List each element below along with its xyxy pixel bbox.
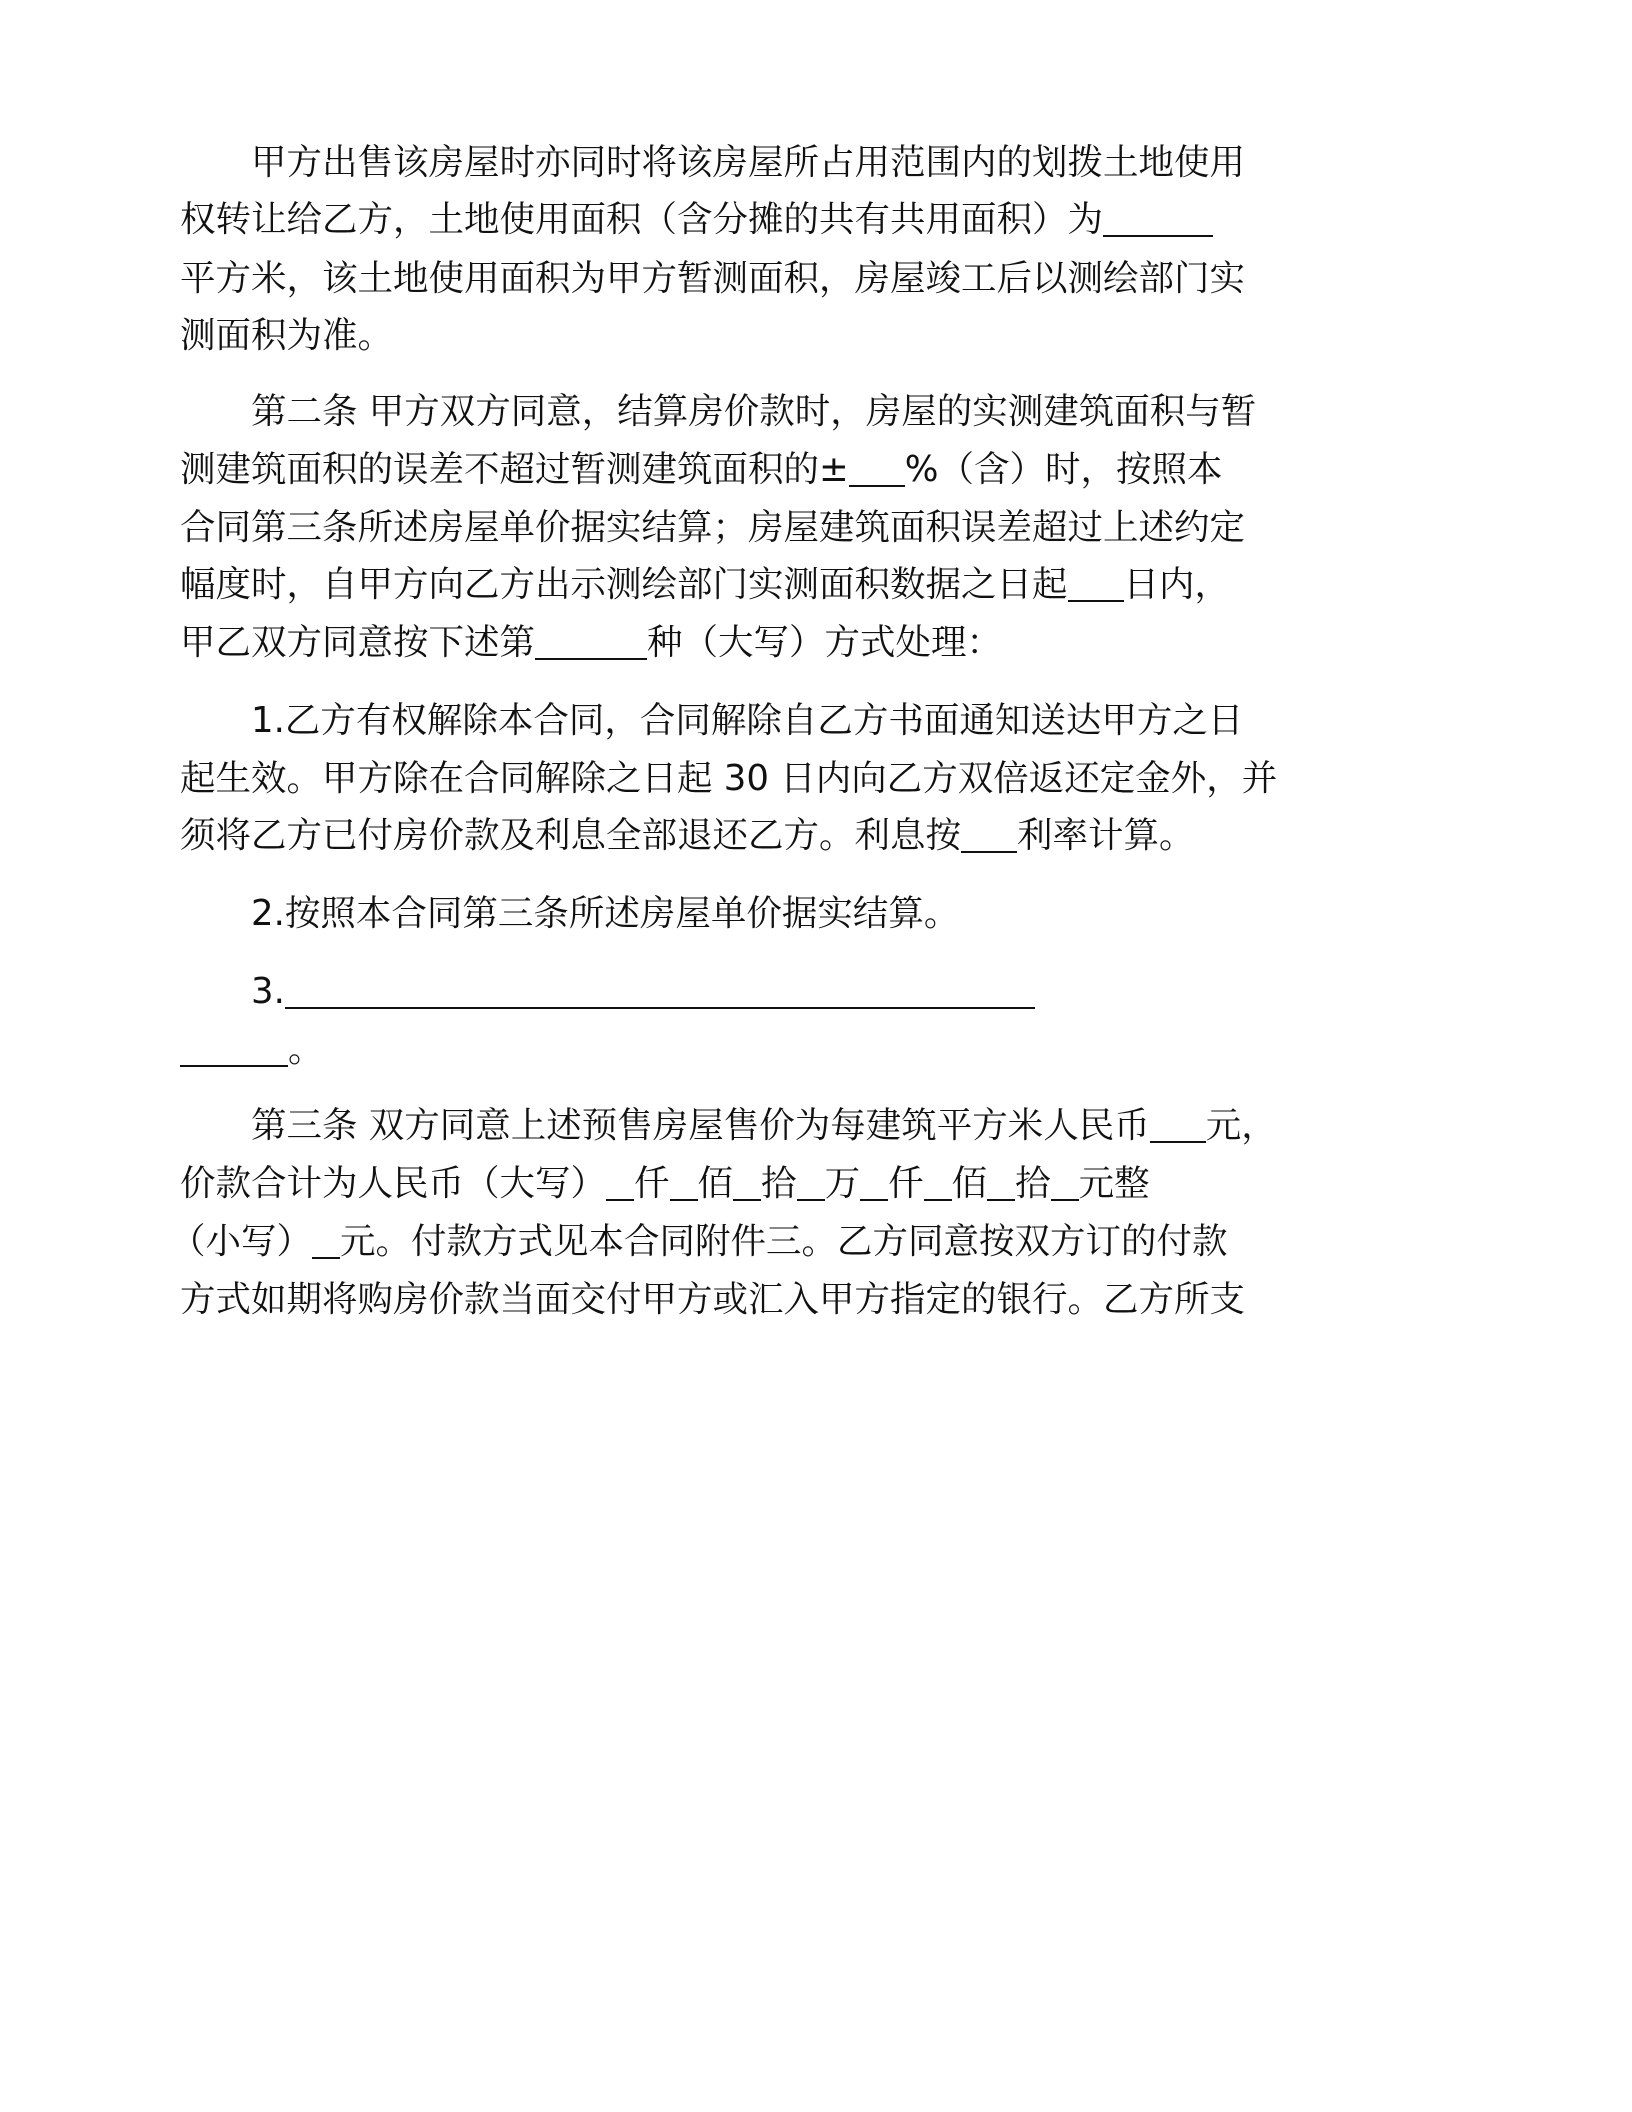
art2-line5: [180, 621, 1632, 665]
art2-line4: [180, 563, 1632, 607]
p1-line3: 平方米，该土地使用面积为甲方暂测面积，房屋竣工后以测绘部门实: [180, 258, 1246, 299]
item3-prefix: 3.: [251, 971, 285, 1012]
item1-line1: 1.乙方有权解除本合同，合同解除自乙方书面通知送达甲方之日: [251, 700, 1244, 741]
item1-line2: 起生效。甲方除在合同解除之日起 30 日内向乙方双倍返还定金外，并: [180, 758, 1278, 799]
blank-amount-7[interactable]: [987, 1165, 1015, 1201]
p1-line1: 甲方出售该房屋时亦同时将该房屋所占用范围内的划拨土地使用: [251, 142, 1246, 183]
blank-interest-rate[interactable]: [961, 817, 1017, 853]
art2-line4-text-b: 日内，: [1123, 564, 1231, 605]
art2-line5-text-a: 甲乙双方同意按下述第: [180, 622, 536, 663]
unit-qian-1: 仟: [634, 1163, 670, 1204]
art3-line1-text-a: 第三条 双方同意上述预售房屋售价为每建筑平方米人民币: [251, 1105, 1150, 1146]
p1-line4: 测面积为准。: [180, 315, 394, 356]
p1-line2-text: 权转让给乙方，土地使用面积（含分摊的共有共用面积）为: [180, 199, 1104, 240]
item3-suffix: 。: [288, 1029, 324, 1070]
blank-amount-4[interactable]: [797, 1165, 825, 1201]
art3-line3-text-a: （小写）: [170, 1221, 313, 1262]
art3-line1-text-b: 元，: [1205, 1105, 1277, 1146]
blank-amount-2[interactable]: [670, 1165, 698, 1201]
unit-qian-2: 仟: [888, 1163, 924, 1204]
blank-land-area[interactable]: [1103, 201, 1213, 237]
art3-line1: [251, 1104, 1632, 1148]
blank-amount-digits[interactable]: [312, 1223, 340, 1259]
art2-line3: 合同第三条所述房屋单价据实结算；房屋建筑面积误差超过上述约定: [180, 507, 1246, 548]
item3-line1: [251, 970, 1632, 1014]
art2-line2-text-a: 测建筑面积的误差不超过暂测建筑面积的±: [180, 449, 849, 490]
blank-other-method[interactable]: [285, 973, 1035, 1009]
art2-line5-text-b: 种（大写）方式处理：: [647, 622, 1003, 663]
blank-amount-8[interactable]: [1051, 1165, 1079, 1201]
art2-line4-text-a: 幅度时，自甲方向乙方出示测绘部门实测面积数据之日起: [180, 564, 1068, 605]
unit-yuan: 元整: [1078, 1163, 1150, 1204]
art2-line2-text-b: %（含）时，按照本: [904, 449, 1223, 490]
art3-line2: [180, 1162, 1632, 1206]
blank-error-percent[interactable]: [849, 451, 905, 487]
unit-shi-2: 拾: [1015, 1163, 1051, 1204]
blank-amount-1[interactable]: [606, 1165, 634, 1201]
blank-amount-3[interactable]: [733, 1165, 761, 1201]
unit-bai-2: 佰: [951, 1163, 988, 1204]
item1-line3-text-a: 须将乙方已付房价款及利息全部退还乙方。利息按: [180, 815, 962, 856]
blank-amount-5[interactable]: [860, 1165, 888, 1201]
blank-unit-price[interactable]: [1150, 1107, 1206, 1143]
blank-days[interactable]: [1068, 566, 1124, 602]
art3-line3-text-b: 元。付款方式见本合同附件三。乙方同意按双方订的付款: [340, 1221, 1228, 1262]
unit-shi-1: 拾: [761, 1163, 797, 1204]
item3-line2: [180, 1028, 1632, 1072]
art2-line2: [180, 448, 1632, 492]
blank-amount-6[interactable]: [924, 1165, 952, 1201]
item1-line3: [180, 814, 1632, 858]
item1-line3-text-b: 利率计算。: [1017, 815, 1195, 856]
blank-method-number[interactable]: [535, 624, 647, 660]
blank-other-method-cont[interactable]: [180, 1031, 288, 1067]
p1-line2: [180, 198, 1632, 242]
art3-line4: 方式如期将购房价款当面交付甲方或汇入甲方指定的银行。乙方所支: [180, 1279, 1246, 1320]
art2-line1: 第二条 甲方双方同意，结算房价款时，房屋的实测建筑面积与暂: [251, 391, 1257, 432]
art3-line2-text: 价款合计为人民币（大写）: [180, 1163, 607, 1204]
art3-line3: [170, 1220, 1632, 1264]
item2-line1: 2.按照本合同第三条所述房屋单价据实结算。: [251, 893, 960, 934]
unit-wan: 万: [824, 1163, 861, 1204]
unit-bai-1: 佰: [697, 1163, 734, 1204]
